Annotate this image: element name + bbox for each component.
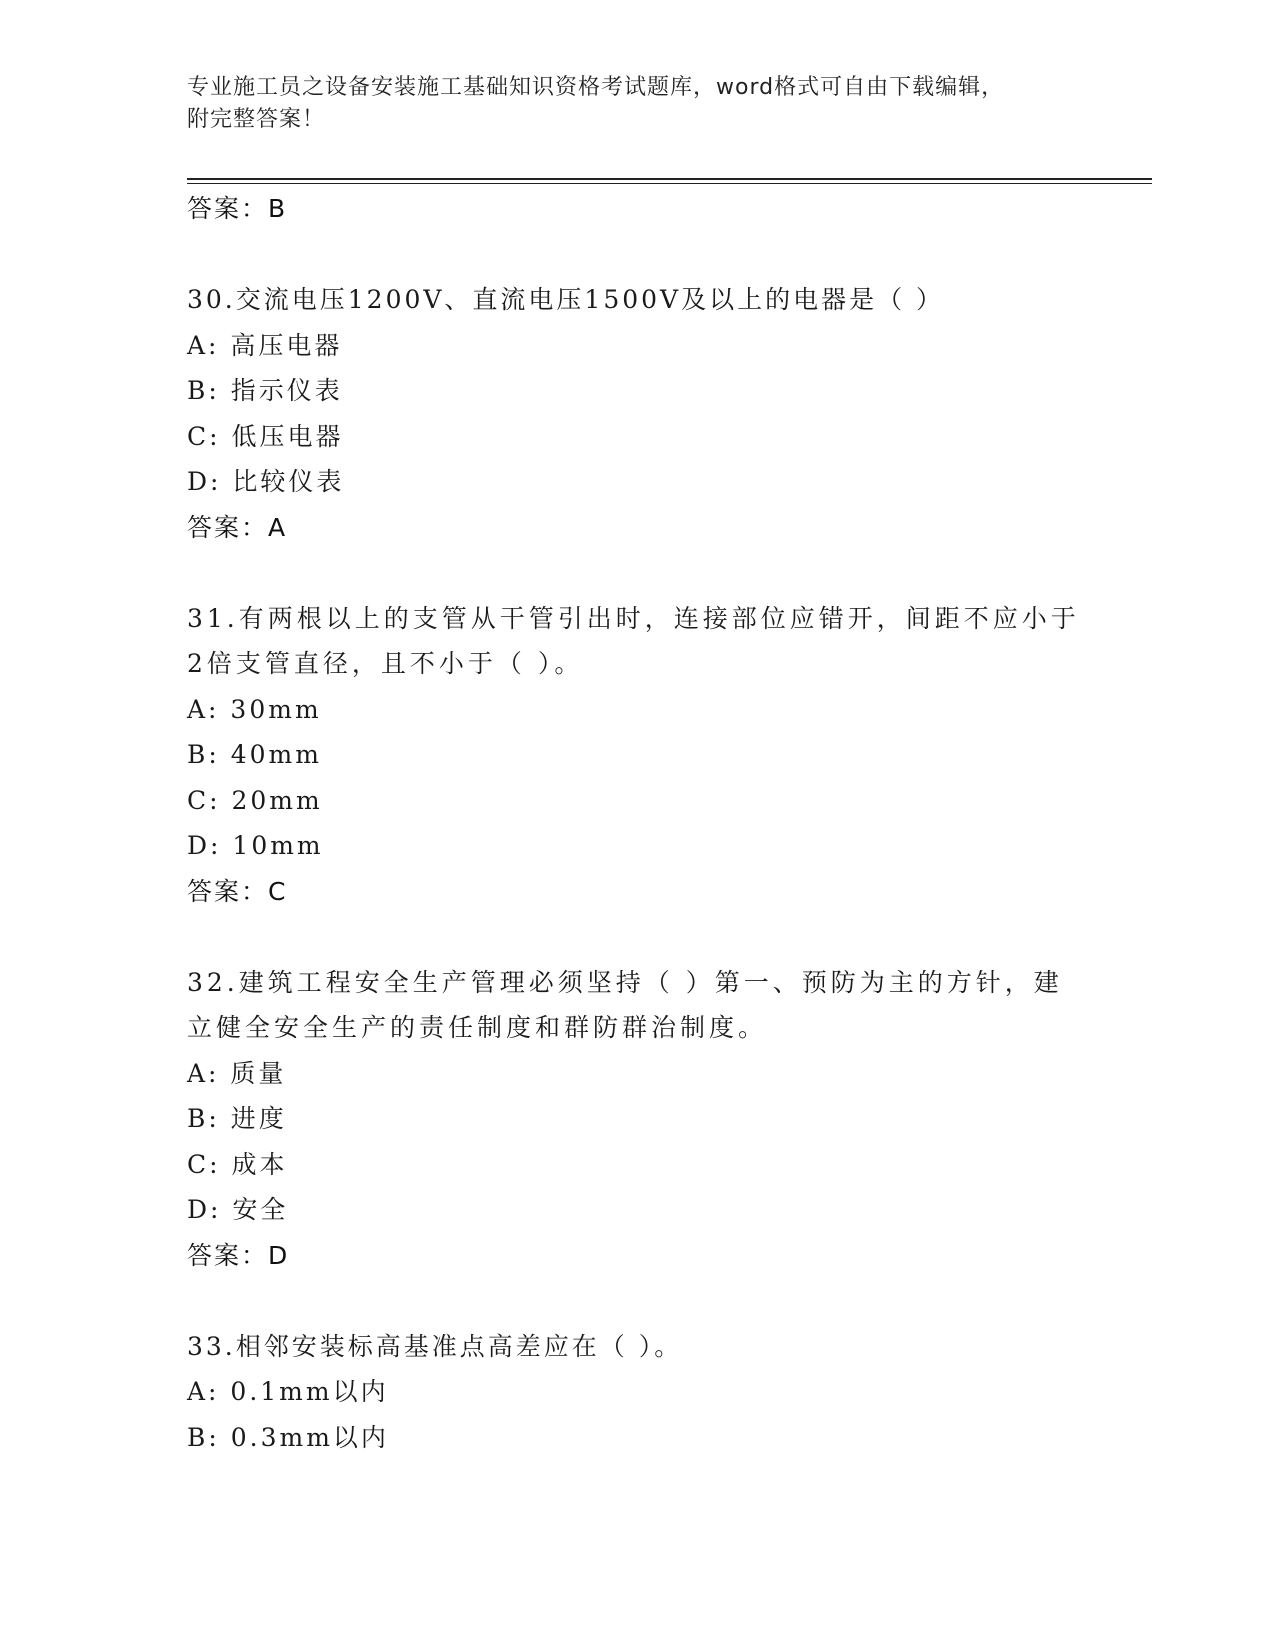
option-d: D: 10mm	[187, 831, 324, 860]
option-b: B: 40mm	[187, 740, 322, 769]
option-d: D: 安全	[187, 1195, 289, 1224]
spacer	[187, 232, 1087, 278]
option-c: C: 低压电器	[187, 421, 344, 451]
question-stem: 30.交流电压1200V、直流电压1500V及以上的电器是（ ）	[187, 285, 945, 314]
header-divider-thick	[187, 178, 1152, 180]
option-a: A: 30mm	[187, 694, 322, 724]
answer-line: 答案：C	[187, 876, 288, 906]
document-header	[187, 72, 1067, 136]
option-c: C: 20mm	[187, 785, 323, 815]
option-b: B: 指示仪表	[187, 376, 343, 405]
question-stem-line-2: 2倍支管直径，且不小于（ ）。	[187, 649, 584, 678]
header-line-2: 附完整答案！	[187, 107, 326, 132]
option-a: A: 0.1mm以内	[187, 1377, 389, 1406]
answer-line: 答案：B	[187, 194, 288, 223]
answer-line: 答案：D	[187, 1240, 290, 1270]
option-c: C: 成本	[187, 1149, 288, 1179]
question-32	[187, 960, 1087, 1279]
question-stem-line-1: 32.建筑工程安全生产管理必须坚持（ ）第一、预防为主的方针，建	[187, 967, 1063, 997]
question-list	[187, 186, 1087, 1460]
option-a: A: 高压电器	[187, 330, 343, 360]
question-stem-line-2: 立健全安全生产的责任制度和群防群治制度。	[187, 1013, 768, 1042]
question-31	[187, 596, 1087, 915]
answer-line: 答案：A	[187, 512, 288, 542]
spacer	[187, 550, 1087, 596]
header-line-1: 专业施工员之设备安装施工基础知识资格考试题库，word格式可自由下载编辑，	[187, 75, 1005, 100]
question-30	[187, 277, 1087, 550]
option-b: B: 进度	[187, 1104, 287, 1133]
question-stem: 33.相邻安装标高基准点高差应在（ ）。	[187, 1331, 683, 1361]
option-b: B: 0.3mm以内	[187, 1422, 389, 1452]
question-stem-line-1: 31.有两根以上的支管从干管引出时，连接部位应错开，间距不应小于	[187, 603, 1080, 633]
header-divider-thin	[187, 183, 1152, 184]
spacer	[187, 1278, 1087, 1324]
spacer	[187, 914, 1087, 960]
option-a: A: 质量	[187, 1058, 287, 1088]
option-d: D: 比较仪表	[187, 467, 345, 496]
question-33	[187, 1324, 1087, 1461]
